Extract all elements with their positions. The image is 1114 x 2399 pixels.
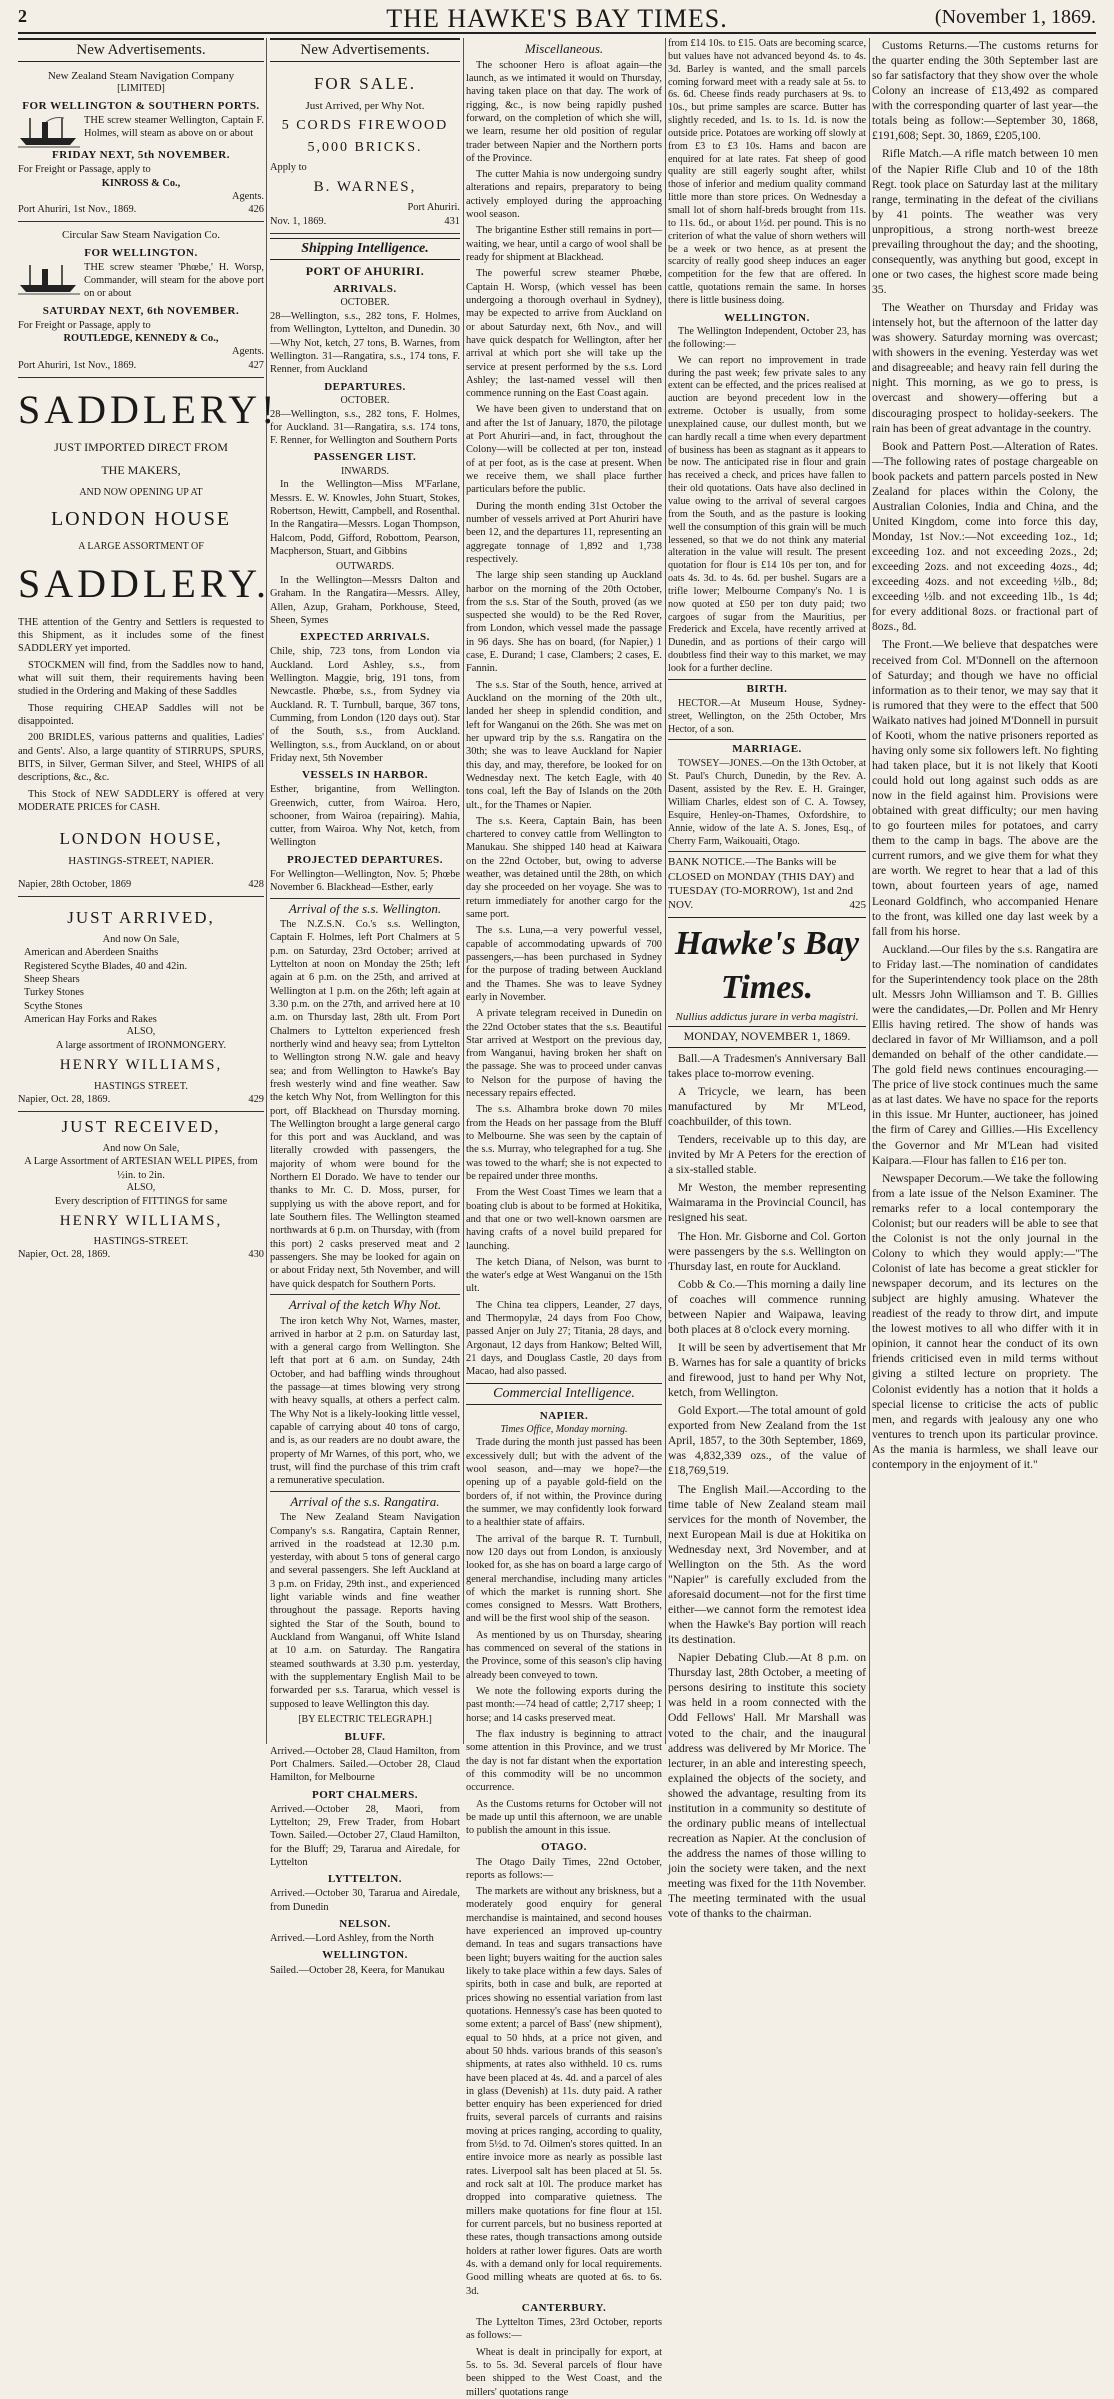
advert-phoebe-steamer (18, 225, 264, 377)
paragraph: American and Aberdeen Snaiths (24, 947, 159, 959)
projected-departures: For Wellington—Wellington, Nov. 5; Phœbe November 6. Blackhead—Esther, early (270, 868, 460, 894)
newspaper-nameplate: Hawke's Bay Times. (668, 917, 866, 1010)
advert-subhead: Just Arrived, per Why Not. (305, 99, 425, 112)
paragraph: The markets are without any briskness, but a moderately good enquiry for general merchandise is maintained, and second houses have experienced an improved up-country demand. In teas and sugars transactions have been light; buyers waiting for the auction sales likely to take place within a few days. Sales of spirits, both in case and bulk, are reported at prices showing no essential variation from last quotations. Hennessy's case has been quoted to some extent; a parcel of Bass' (new shipment), equal to 50 hhds, at a price not given, and about 50 hhds. various brands of this season's shipments, at rates also withheld. 10 cs. rums have been placed at 4s. 4d. and a parcel of ales in glass (Devenish) at 11s. duty paid. A rather better enquiry has been experienced for dried fruits, several parcels of currants and raisins moving at prices ranging, according to quality, from 5½d. to 7d. Oilmen's stores quitted. In an entire invoice more as nearly as possible last rates. Liverpool salt has been placed at 5l. 5s. and rock salt at 10l. The produce market has dropped into comparative quietness. The millers make quotations for fine flour at 15l. for current parcels, but no business reported at these rates, though transactions among outside holders at rather lower figures. Oats are worth 4s. with a demand only for local requirements. Good milling wheats are quoted at 6s. to 6s. 3d. (466, 1886, 662, 2297)
column-rule (869, 38, 870, 1744)
paragraph: Sheep Shears (24, 974, 80, 985)
arrivals-list: 28—Wellington, s.s., 282 tons, F. Holmes, from Wellington, Lyttelton, and Dunedin. 30—Why Not, ketch, 27 tons, B. Warnes, from Wellington. 31—Rangatira, s.s., 174 tons, F. Renner, from Auckland (270, 311, 460, 376)
advert-paragraph: This Stock of NEW SADDLERY is offered at very MODERATE PRICES for CASH. (18, 788, 264, 813)
continued-report (668, 38, 866, 308)
advert-date: Napier, Oct. 28, 1869. (18, 1249, 111, 1261)
agents-label: Agents. (231, 190, 264, 202)
paragraph: The s.s. Keera, Captain Bain, has been chartered to convey cattle from Wellington to Manukau. She shipped 140 head at Kaiwara on the 22nd October, but, owing to adverse weather, was detained until the 28th, on which day she proceeded on her voyage. She was to return immediately for another cargo for the same port. (466, 815, 662, 920)
column-rule (266, 38, 267, 1744)
advert-line: LONDON HOUSE (50, 508, 232, 531)
paragraph: The s.s. Alhambra broke down 70 miles from the Heads on her passage from the Bluff to Melbourne. She was seen by the captain of the s.s. Murray, who telegraphed for a tug. She was towed to the wharf; she is not expected to be repaired under three months. (466, 1104, 662, 1182)
port-news: Arrived.—October 28, Claud Hamilton, from Port Chalmers. Sailed.—October 28, Claud Hamilton, for Melbourne (270, 1745, 460, 1784)
paragraph: The Front.—We believe that despatches were received from Col. M'Donnell on the afternoon of Saturday; and though we have no official information as to their tenor, we may say that it is rumored that they were to the effect that 500 Waikato natives had joined M'Donnell in pursuit of Kooti, whom the native prisoners reported as having only some six followers left. No fighting had taken place, but it is not likely that Kooti could hold out long against such odds as are now in the field against him. Provisions were obtained with great difficulty; our men having to go fourteen miles for potatoes, and carry them to the camp in bags. The above are the current rumors, and we give them for what they are worth. We regret to hear that a lad of this town, about fourteen years of age, named Leonard Goldfinch, who accompanied Henare to the front, was killed one day last week by a fall from his horse. (872, 638, 1098, 938)
column-5 (872, 38, 1098, 1744)
paragraph: Book and Pattern Post.—Alteration of Rates.—The following rates of postage chargeable on book packets and pattern parcels posted in New Zealand for places within the Colony, the Australian Colonies, India and China, and the United Kingdom, come into force this day, Monday, 1st Nov.:—Not exceeding 1oz., 1d; exceeding 1oz. and not exceeding 2ozs., 2d; exceeding 2ozs. and not exceeding 4ozs., 4d; exceeding 4ozs. and not exceeding ½lb., 8d; exceeding ½lb. and not exceeding 1lb., 1s 4d; for every additional 8ozs. or fractional part of 8ozs., 8d. (872, 439, 1098, 634)
column-3 (466, 38, 662, 2398)
month-label: OCTOBER. (340, 297, 390, 309)
paragraph: Cobb & Co.—This morning a daily line of coaches will commence running between Napier and Waipawa, leaving both places at 8 o'clock every morning. (668, 1277, 866, 1336)
port-heading: NELSON. (339, 1918, 391, 1931)
marriage-heading: MARRIAGE. (668, 739, 866, 756)
advert-subhead: And now On Sale, (102, 1142, 180, 1154)
port-heading: PORT CHALMERS. (311, 1788, 419, 1801)
article-body: The New Zealand Steam Navigation Company's s.s. Rangatira, Captain Renner, arrived in the roadstead at 12.30 p.m. yesterday, with about 5 tons of general cargo and several passengers. She left Auckland at 3 p.m. on Friday, 29th inst., and experienced light variable winds and fine weather throughout the passage. Reports having sighted the Star of the South, bound to Auckland from Wanganui, off White Island at 10 a.m. on Saturday. The Rangatira steamed southwards at 3.30 p.m. yesterday, with the supplementary English Mail to be forwarded per s.s. Tararua, which vessel is supposed to leave Wellington this day. (270, 1512, 460, 1710)
paragraph: The English Mail.—According to the time table of New Zealand steam mail services for the month of November, the next European Mail is due at Hokitika on Wednesday next, 3rd November, and at Wellington on the 5th. As the word "Napier" is carefully excluded from the aforesaid document—not for the first time either—we cannot form the remotest idea when the Hawke's Bay portion will reach its destination. (668, 1482, 866, 1647)
telegraph-header: [BY ELECTRIC TELEGRAPH.] (298, 1713, 432, 1725)
advert-headline: SADDLERY! (18, 386, 279, 432)
article-body: The iron ketch Why Not, Warnes, master, arrived in harbor at 2 p.m. on Saturday last, with a general cargo from Wellington. She left that port at 6 a.m. on Sunday, 24th October, and had baffling winds throughout the passage—at times blowing very strong with heavy squalls, at others a perfect calm. The Why Not is a likely-looking little vessel, capable of carrying about 40 tons of cargo, and is, as our readers are no doubt aware, the property of Mr Warnes, of this port, who, we trust, will find the purchase of this trim craft a remunerative speculation. (270, 1315, 460, 1487)
wellington-report (668, 326, 866, 676)
paragraph: We note the following exports during the past month:—74 head of cattle; 2,717 sheep; 1 horse; and 14 casks preserved meat. (466, 1686, 662, 1724)
port-news: Arrived.—Lord Ashley, from the North (270, 1933, 434, 1945)
paragraph: Customs Returns.—The customs returns for the quarter ending the 30th September last are so far satisfactory that they show over the whole Colony an increase of £13,492 as compared with the corresponding quarter of last year—the totals being as follow:—September 30, 1868, £191,608; Sept. 30, 1869, £205,100. (872, 39, 1098, 143)
port-title: PORT OF AHURIRI. (305, 263, 425, 278)
advert-number: 428 (248, 879, 264, 890)
otago-paragraphs (466, 1856, 662, 2298)
paragraph: The flax industry is beginning to attract some attention in this Province, and we trust the day is not far distant when the exportation of this commodity will be no uncommon occurrence. (466, 1728, 662, 1794)
seller-name: B. WARNES, (313, 179, 417, 196)
paragraph: The Hon. Mr. Gisborne and Col. Gorton were passengers by the s.s. Wellington on Thursday last, en route for Auckland. (668, 1229, 866, 1273)
agent-name: KINROSS & Co., (101, 177, 181, 189)
advert-headline: FOR SALE. (313, 74, 417, 94)
local-news-paragraphs (872, 38, 1098, 1472)
paragraph: Ball.—A Tradesmen's Anniversary Ball takes place to-morrow evening. (668, 1051, 866, 1080)
marriage-notice: TOWSEY—JONES.—On the 13th October, at St. Paul's Church, Dunedin, by the Rev. A. Dasent, assisted by the Rev. E. H. Grainger, William Charles, eldest son of C. A. Towsey, Esquire, Henley-on-Thames, Oxfordshire, to Annie, widow of the late A. S. Jones, Esq., of Cherry Farm, Waikouaiti, Otago. (668, 758, 866, 848)
advert-number: 429 (248, 1093, 264, 1105)
birth-heading: BIRTH. (668, 679, 866, 696)
paragraph: The Lyttelton Times, 23rd October, reports as follows:— (466, 2316, 662, 2342)
paragraph: The s.s. Star of the South, hence, arrived at Auckland on the morning of the 20th ult., landed her sheep in splendid condition, and left for Wanganui on the 26th. She was met on her upward trip by the s.s. Rangatira on the 30th; she was to leave Auckland for Napier this day, and may, therefore, be looked for on Wednesday next. The ketch Eagle, with 40 tons coal, left the Bay of Islands on the 20th ult., for the Thames or Napier. (466, 679, 662, 811)
paragraph: A Tricycle, we learn, has been manufactured by Mr M'Leod, coachbuilder, of this town. (668, 1084, 866, 1129)
article-heading: Arrival of the s.s. Rangatira. (270, 1491, 460, 1511)
issue-date: (November 1, 1869. (934, 6, 1096, 28)
advert-date: Nov. 1, 1869. (270, 215, 327, 227)
paragraph: From the West Coast Times we learn that a boating club is about to be formed at Hokitika, and that one or two well-known oarsmen are having crafts of a novel build prepared for launching. (466, 1187, 662, 1252)
region-heading: NAPIER. (539, 1409, 589, 1422)
paragraph: Napier Debating Club.—At 8 p.m. on Thursday last, 28th October, a meeting of persons desiring to institute this society was held in a room connected with the Odd Fellows' Hall. Mr Marshall was voted to the chair, and the inaugural address was delivered by Mr Morice. The lecturer, in an able and interesting speech, explained the objects of the society, and showed the advantage, resulting from its institution in a community so destitute of the ordinary public means of intellectual recreation as Napier. At the conclusion of the address the names of those willing to join the society were taken, and the next meeting was fixed for the 11th November. The meeting terminated with the usual vote of thanks to the chairman. (668, 1651, 866, 1921)
paragraph: Rifle Match.—A rifle match between 10 men of the Napier Rifle Club and 10 of the 18th Regt. took place on Saturday last at the military range, terminating in the defeat of the civilians by 41 points. The weather was very unpropitious, a strong north-west breeze prevailing throughout the day; and the shooting, consequently, was anything but good, except in one or two cases, the highest score made being 35. (872, 147, 1098, 296)
column-4 (668, 38, 866, 1921)
month-label: OCTOBER. (340, 394, 390, 406)
also-label: ALSO, (126, 1181, 156, 1193)
miscellaneous-paragraphs (466, 59, 662, 1379)
advert-saddlery (18, 381, 279, 897)
advert-text: THE screw steamer Wellington, Captain F. Holmes, will steam as above on or about (84, 115, 264, 140)
paragraph: The cutter Mahia is now undergoing sundry alterations and repairs, preparatory to being actively employed during the approaching wool season. (466, 169, 662, 221)
advert-paragraph: Those requiring CHEAP Saddles will not be disappointed. (18, 702, 264, 727)
office-line: Times Office, Monday morning. (500, 1423, 628, 1435)
freight-line: For Freight or Passage, apply to (18, 319, 151, 331)
port-heading: WELLINGTON. (322, 1949, 408, 1962)
bank-notice (668, 851, 866, 912)
advert-line: JUST IMPORTED DIRECT FROM (54, 439, 228, 454)
arrivals-header: ARRIVALS. (333, 283, 397, 296)
projected-departures-header: PROJECTED DEPARTURES. (287, 853, 443, 866)
article-body: The N.Z.S.N. Co.'s s.s. Wellington, Captain F. Holmes, left Port Chalmers at 5 p.m. on Saturday, 23rd October; arrived at Lyttelton at noon on Monday the 25th; left again at 6 p.m. on the 25th, and arrived at Wellington at 1 p.m. on the 26th; left again at 3.30 p.m. on the 27th, and arrived here at 10 a.m. on Thursday last, 28th ult. From Port Chalmers to Lyttelton experienced fresh northerly wind and heavy sea; from Lyttelton to Wellington strong N.W. gale and heavy sea; and from Wellington to Hawke's Bay fresh westerly wind and fine weather. Saw the ketch Why Not, from Wellington for this port, off Blackhead on Thursday morning. The Wellington brought a large general cargo for this port and was Auckland, and was literally crowded with passengers, the majority of whom were bound for the Northern El Dorado. We have to tender our thanks to Mr. C. D. Moss, purser, for supplying us with the above report, and for late Southern files. The Wellington steamed northwards at 6 p.m. on Thursday, with (from this port) 2 casks preserved meat and 2 passengers. She may be looked for again on or about Friday next, 5th November, and will have quick despatch for Southern Ports. (270, 919, 460, 1290)
advert-subhead: And now On Sale, (102, 934, 180, 946)
apply-label: Apply to (270, 161, 307, 173)
canterbury-paragraphs (466, 2316, 662, 2399)
shop-street: HASTINGS-STREET, NAPIER. (68, 854, 214, 867)
paragraph: The Weather on Thursday and Friday was intensely hot, but the afternoon of the latter day was showery. Saturday morning was overcast; with showers in the evening. Yesterday was wet and disagreeable; and heavy rain fell during the night. This morning, as we go to press, is overcast and showery—offering but a discouraging prospect to holiday-seekers. The rain has been of great advantage in the country. (872, 301, 1098, 435)
paragraph: The powerful screw steamer Phœbe, Captain H. Worsp, (which vessel has been undergoing a thorough overhaul in Sydney), may be expected to arrive from Auckland on or about Saturday next, 6th Nov., and will have quick despatch for Wellington, after her arrival at which port she will take up the service at present performed by the s.s. Lord Ashley; the last-named vessel will then commence running on the East Coast again. (466, 268, 662, 400)
paragraph: A private telegram received in Dunedin on the 22nd October states that the s.s. Beautiful Star arrived at Westport on the previous day, from Wanganui, having broken her shaft on the passage. She was to proceed under canvas to Nelson for the purpose of having the necessary repairs effected. (466, 1008, 662, 1100)
agent-name: ROUTLEDGE, KENNEDY & Co., (63, 332, 219, 344)
paragraph: During the month ending 31st October the number of vessels arrived at Port Ahuriri have been 12, and the departures 11, representing an aggregate tonnage of 1,892 and 1,738 respectively. (466, 500, 662, 565)
item-list (18, 946, 264, 1026)
local-news-paragraphs (668, 1051, 866, 1922)
section-header: New Advertisements. (18, 38, 264, 62)
paragraph: from £14 10s. to £15. Oats are becoming scarce, but values have not advanced beyond 4s. to 4s. 3d. Barley is wanted, and the small parcels coming forward meet with a ready sale at 5s. to 6s. 6d. Cheese finds ready purchasers at 9s. to 10s., but prime samples are scarce. Butter has slightly receded, and 1s. to 1s. 1d. is now the outside price. Potatoes are working off slowly at from £3 to £3 10s. Hams and bacon are enquired for at late rates. Fat sheep of good quality are still eagerly sought after, whilst those of inferior and medium quality command little more than store prices. On Wednesday a small lot of shorn half-breds brought from 11s. to 11s. 6d., or about 1½d. per pound. This is no criterion of what the value of shorn wethers will be a week or two hence, as at present the scarcity of really good sheep induces an eager competition for the few that are offered. In cattle, quotations remain the same. In horses there is little business doing. (668, 38, 866, 306)
advert-date: Napier, 28th October, 1869 (18, 879, 132, 890)
page-number: 2 (18, 6, 27, 26)
advert-paragraph: 200 BRIDLES, various patterns and qualities, Ladies' and Gents'. Also, a large quantity of STIRRUPS, SPURS, BITS, in Silver, German Silver, and Steel, WHIPS of all descriptions, &c., &c. (18, 732, 264, 784)
paragraph: Tenders, receivable up to this day, are invited by Mr A Peters for the erection of a six-stalled stable. (668, 1133, 866, 1177)
commercial-intelligence-header: Commercial Intelligence. (466, 1383, 662, 1405)
paragraph: We have been given to understand that on and after the 1st of January, 1870, the pilotage at Port Ahuriri—and, in fact, throughout the Colony—will be collected at per ton, instead of at per foot, as is the case at present. When we receive them, we shall place further particulars before the public. (466, 404, 662, 496)
advert-headline: JUST ARRIVED, (67, 908, 215, 928)
also-label: ALSO, (126, 1026, 156, 1038)
merchant-name: HENRY WILLIAMS, (59, 1212, 223, 1229)
paragraph: The China tea clippers, Leander, 27 days, and Thermopylæ, 24 days from Foo Chow, passed Anjer on July 27; Titania, 28 days, and Argonaut, 12 days from Hankow; Belted Will, 21 days, and Douglass Castle, 20 days from Macao, had also passed. (466, 1299, 662, 1378)
company-name: Circular Saw Steam Navigation Co. (62, 229, 220, 242)
port-news: Arrived.—October 30, Tararua and Airedale, from Dunedin (270, 1888, 460, 1913)
advert-number: 431 (444, 215, 460, 227)
merchant-name: HENRY WILLIAMS, (59, 1057, 223, 1074)
advert-number: 425 (849, 899, 866, 912)
passenger-list-header: PASSENGER LIST. (313, 451, 417, 464)
paragraph: The large ship seen standing up Auckland harbor on the morning of the 20th October, from the s.s. Star of the South, proved (as we suspected she would) to be the Red Rover, from London, which vessel made the passage in 96 days. She has on board, (for Napier,) 1 case, E. Durand; 1 case, Clambers; 2 cases, E. Fannin. (466, 570, 662, 675)
passengers-outwards: In the Wellington—Messrs Dalton and Graham. In the Rangatira—Messrs. Alley, Allen, Azup, Graham, Porkhouse, Steed, Sheen, Symes (270, 575, 460, 626)
advert-headline: JUST RECEIVED, (61, 1117, 221, 1137)
outwards-label: OUTWARDS. (335, 561, 395, 573)
section-header: New Advertisements. (270, 38, 460, 62)
region-heading: CANTERBURY. (521, 2301, 607, 2314)
agents-label: Agents. (231, 346, 264, 358)
company-name: New Zealand Steam Navigation Company (47, 70, 235, 83)
advert-line: A large assortment of IRONMONGERY. (55, 1040, 227, 1052)
steamship-icon (18, 114, 80, 148)
paragraph: It will be seen by advertisement that Mr B. Warnes has for sale a quantity of bricks and firewood, just to hand per Why Not, ketch, from Wellington. (668, 1340, 866, 1400)
port-heading: LYTTELTON. (328, 1873, 402, 1886)
paragraph: Scythe Stones (24, 1000, 83, 1012)
steamship-icon (18, 261, 80, 295)
paragraph: The brigantine Esther still remains in port—waiting, we hear, until a cargo of wool shall be ready for shipment at Blackhead. (466, 225, 662, 263)
paragraph: American Hay Forks and Rakes (24, 1013, 157, 1025)
paragraph: Registered Scythe Blades, 40 and 42in. (24, 960, 188, 972)
seller-place: Port Ahuriri. (407, 202, 460, 214)
advert-line: A LARGE ASSORTMENT OF (78, 541, 204, 552)
advert-line: 5 CORDS FIREWOOD (281, 118, 449, 134)
paragraph: The arrival of the barque R. T. Turnbull, now 120 days out from London, is anxiously looked for, as she has on board a large cargo of general merchandise, including many articles of which the market is running short. She comes consigned to Messrs. Watt Brothers, and will be the first wool ship of the season. (466, 1533, 662, 1625)
paragraph: The s.s. Luna,—a very powerful vessel, capable of accommodating upwards of 700 passengers,—has been purchased in Sydney for the purpose of trading between Auckland and the Thames. She was to leave Sydney early in November. (466, 925, 662, 1003)
sailing-date: SATURDAY NEXT, 6th NOVEMBER. (42, 304, 240, 317)
column-2 (270, 38, 460, 1976)
article-heading: Arrival of the s.s. Wellington. (270, 898, 460, 918)
paragraph: The ketch Diana, of Nelson, was burnt to the water's edge at West Wanganui on the 15th ult. (466, 1256, 662, 1295)
column-1 (18, 38, 279, 1744)
napier-paragraphs (466, 1436, 662, 1837)
paper-title: THE HAWKE'S BAY TIMES. (386, 4, 728, 33)
passengers-inwards: In the Wellington—Miss M'Farlane, Messrs. E. W. Knowles, John Stuart, Stokes, Robertson, Hewitt, Campbell, and Rosenthal. In the Rangatira—Messrs. Logan Thompson, Halcom, Podd, Gifford, Robottom, Pearson, Macpherson, Stuart, and Gibbins (270, 479, 460, 557)
advert-wellington-steamer (18, 66, 264, 222)
advert-just-arrived (18, 900, 264, 1112)
issue-dateline: MONDAY, NOVEMBER 1, 1869. (668, 1027, 866, 1048)
newspaper-motto: Nullius addictus jurare in verba magistri. (668, 1010, 866, 1027)
advert-just-received (18, 1116, 264, 1262)
port-heading: BLUFF. (344, 1730, 386, 1743)
paragraph: As the Customs returns for October will not be made up until this afternoon, we are unable to publish the amount in this issue. (466, 1798, 662, 1837)
paragraph: Wheat is dealt in principally for export, at 5s. to 5s. 3d. Several parcels of flour have been shipped to the West Coast, and the millers' quotations range (466, 2346, 662, 2398)
port-news: Sailed.—October 28, Keera, for Manukau (270, 1964, 445, 1976)
paragraph: Auckland.—Our files by the s.s. Rangatira are to Friday last.—The nomination of candidates for the Superintendency took place on the 28th ult. Messrs John Williamson and T. B. Gillies were the candidates,—Dr. Pollen and Mr Henry Ellis having retired. The show of hands was declared in favor of Mr Williamson, and a poll demanded on behalf of the other candidate.—The gold field news continues encouraging.—The price of live stock continues much the same as at last dates. We have no space for the reports in this issue. Mr Hunter, auctioneer, has joined the firm of Carey and Gillies.—His Excellency the Governor and Mr M'Lean had visited Kaipara.—Flour has fallen to £16 per ton. (872, 942, 1098, 1167)
advert-line: THE MAKERS, (101, 463, 181, 478)
paragraph: We can report no improvement in trade during the past week; few private sales to any extent can be effected, and the prices realised at auction are beyond precedent low in the extreme. October is usually, from some unexplained cause, our dullest month, but we can hardly recall a time when every department of business has been as stagnant as it appears to be now. The anticipated rise in flour and grain has received a check, and prices have fallen to their old quotations. Oats have also declined in value owing to the arrival of several cargoes from the South, and as the pasture is looking well the consumption of this grain will be much lessened, so that we do not think any material alteration in the value will result. The present quotation for flour is £14 10s per ton, and for oats 4s. 3d. to 4s. 6d. per bushel. Sugars are a trifle lower; Melbourne Company's No. 1 is now quoted at £50 per ton duty paid; two cargoes of sugar from the Mauritius, per Frederick and Excela, have recently arrived at Dunedin, and as portions of their cargo will doubtless find their way to this market, we may look for a further decline. (668, 354, 866, 674)
merchant-street: HASTINGS-STREET. (93, 1236, 189, 1248)
vessels-in-harbor-header: VESSELS IN HARBOR. (301, 769, 429, 782)
column-rule (665, 38, 666, 1744)
paragraph: Newspaper Decorum.—We take the following from a late issue of the Nelson Examiner. The remarks refer to a local contemporary the Colonist; but our readers will be able to see that the Colonist is not the only journal in the Colony to which they would apply:—"The Colonist of late has become a great stickler for newspaper decorum, and its lectures on the subject are highly amusing. Whatever the readiest of the ready to throw dirt, and impute the lowest motives to all who differ with it in opinion, it cannot hear the conduct of its own friends criticised even in mild terms without giving a stilted lecture on propriety. The Colonist evidently has a notion that it holds a special license to criticise the acts of public men, and regards with jealousy any one who ventures to trench upon its particular province. As the mania is harmless, we shall leave our contempory in the enjoyment of it." (872, 1171, 1098, 1471)
freight-line: For Freight or Passage, apply to (18, 164, 151, 176)
advert-place: Port Ahuriri, 1st Nov., 1869. (18, 204, 137, 216)
advert-number: 430 (248, 1249, 264, 1261)
bank-notice-text: BANK NOTICE.—The Banks will be CLOSED on MONDAY (THIS DAY) and TUESDAY (TO-MORROW), 1st and 2nd NOV. (668, 856, 855, 912)
port-news: Arrived.—October 28, Maori, from Lyttelton; 29, Frew Trader, from Hobart Town. Sailed.—October 27, Claud Hamilton, for the Bluff; 29, Tararua and Airedale, for Lyttelton (270, 1803, 460, 1869)
paragraph: The Wellington Independent, October 23, has the following:— (668, 326, 866, 350)
paragraph: Turkey Stones (24, 987, 84, 999)
shop-name: LONDON HOUSE, (59, 829, 223, 849)
paragraph: Gold Export.—The total amount of gold exported from New Zealand from the 1st April, 1857, to the 30th September, 1869, was 4,832,339 ozs., of the value of £18,769,519. (668, 1404, 866, 1478)
birth-notice: HECTOR.—At Museum House, Sydney-street, Wellington, on the 25th October, Mrs Hector, of a son. (668, 698, 866, 736)
route: FOR WELLINGTON. (84, 246, 198, 259)
advert-for-sale (270, 66, 460, 234)
company-limited: [LIMITED] (117, 83, 165, 95)
shipping-intelligence-header: Shipping Intelligence. (270, 238, 460, 260)
vessels-in-harbor: Esther, brigantine, from Wellington. Greenwich, cutter, from Wairoa. Hero, schooner, from Wairoa (repairing). Mahia, cutter, from Wairoa. Why Not, ketch, from Wellington (270, 784, 460, 849)
advert-headline: SADDLERY. (18, 560, 270, 606)
route: FOR WELLINGTON & SOUTHERN PORTS. (22, 100, 260, 113)
paragraph: The Otago Daily Times, 22nd October, reports as follows:— (466, 1856, 662, 1881)
advert-paragraph: STOCKMEN will find, from the Saddles now to hand, what will suit them, their requirements having been studied in the Ordering and Making of these Saddles (18, 659, 264, 698)
advert-number: 427 (248, 359, 264, 371)
advert-line: Every description of FITTINGS for same (54, 1195, 228, 1207)
column-rule (463, 38, 464, 1744)
sailing-date: FRIDAY NEXT, 5th NOVEMBER. (52, 149, 230, 162)
expected-arrivals-header: EXPECTED ARRIVALS. (300, 631, 430, 644)
masthead (18, 2, 1096, 34)
paragraph: The schooner Hero is afloat again—the launch, as we intimated it would on Thursday, having taken place on that day. The work of rigging, &c., is now being rapidly pushed forward, on the completion of which she will, we learn, resume her old position of regular trader between Napier and the Northern ports of the Province. (466, 59, 662, 164)
paragraph: Mr Weston, the member representing Waimarama in the Provincial Council, has resigned his seat. (668, 1181, 866, 1225)
advert-paragraph: THE attention of the Gentry and Settlers is requested to this Shipment, as it includes some of the finest SADDLERY yet imported. (18, 616, 264, 655)
region-heading: OTAGO. (541, 1841, 587, 1854)
advert-line: AND NOW OPENING UP AT (79, 486, 203, 498)
departures-list: 28—Wellington, s.s., 282 tons, F. Holmes, for Auckland. 31—Rangatira, s.s. 174 tons, F. Renner, for Wellington and Southern Ports (270, 408, 460, 447)
expected-arrivals: Chile, ship, 723 tons, from London via Auckland. Lord Ashley, s.s., from Wellington. Maggie, brig, 191 tons, from Newcastle. Phœbe, s.s., from Sydney via Auckland. R. T. Turnbull, barque, 367 tons, Cumming, from London (120 days out). Star of the South, s.s., from Auckland. Wellington, s.s., from Auckland, on or about Friday next, 5th November (270, 646, 460, 764)
paragraph: Trade during the month just passed has been excessively dull; but with the advent of the wool season, and—may we hope?—the opening up of a payable gold-field on the borders of, if not within, the Province during the summer, we may confidently look forward to a healthier state of affairs. (466, 1437, 662, 1529)
miscellaneous-heading: Miscellaneous. (524, 41, 604, 56)
merchant-street: HASTINGS STREET. (94, 1080, 188, 1092)
advert-line: 5,000 BRICKS. (307, 139, 423, 155)
article-heading: Arrival of the ketch Why Not. (270, 1294, 460, 1314)
advert-place: Port Ahuriri, 1st Nov., 1869. (18, 359, 137, 371)
paragraph: As mentioned by us on Thursday, shearing has commenced on several of the stations in the Province, some of this season's clip having already been conveyed to town. (466, 1629, 662, 1681)
departures-header: DEPARTURES. (324, 380, 406, 393)
advert-date: Napier, Oct. 28, 1869. (18, 1093, 111, 1105)
advert-number: 426 (248, 204, 264, 216)
inwards-label: INWARDS. (340, 465, 390, 477)
region-heading: WELLINGTON. (724, 311, 810, 324)
advert-line: A Large Assortment of ARTESIAN WELL PIPES, from ½in. to 2in. (24, 1156, 258, 1181)
advert-text: THE screw steamer 'Phœbe,' H. Worsp, Commander, will steam for the above port on or about (84, 261, 264, 300)
